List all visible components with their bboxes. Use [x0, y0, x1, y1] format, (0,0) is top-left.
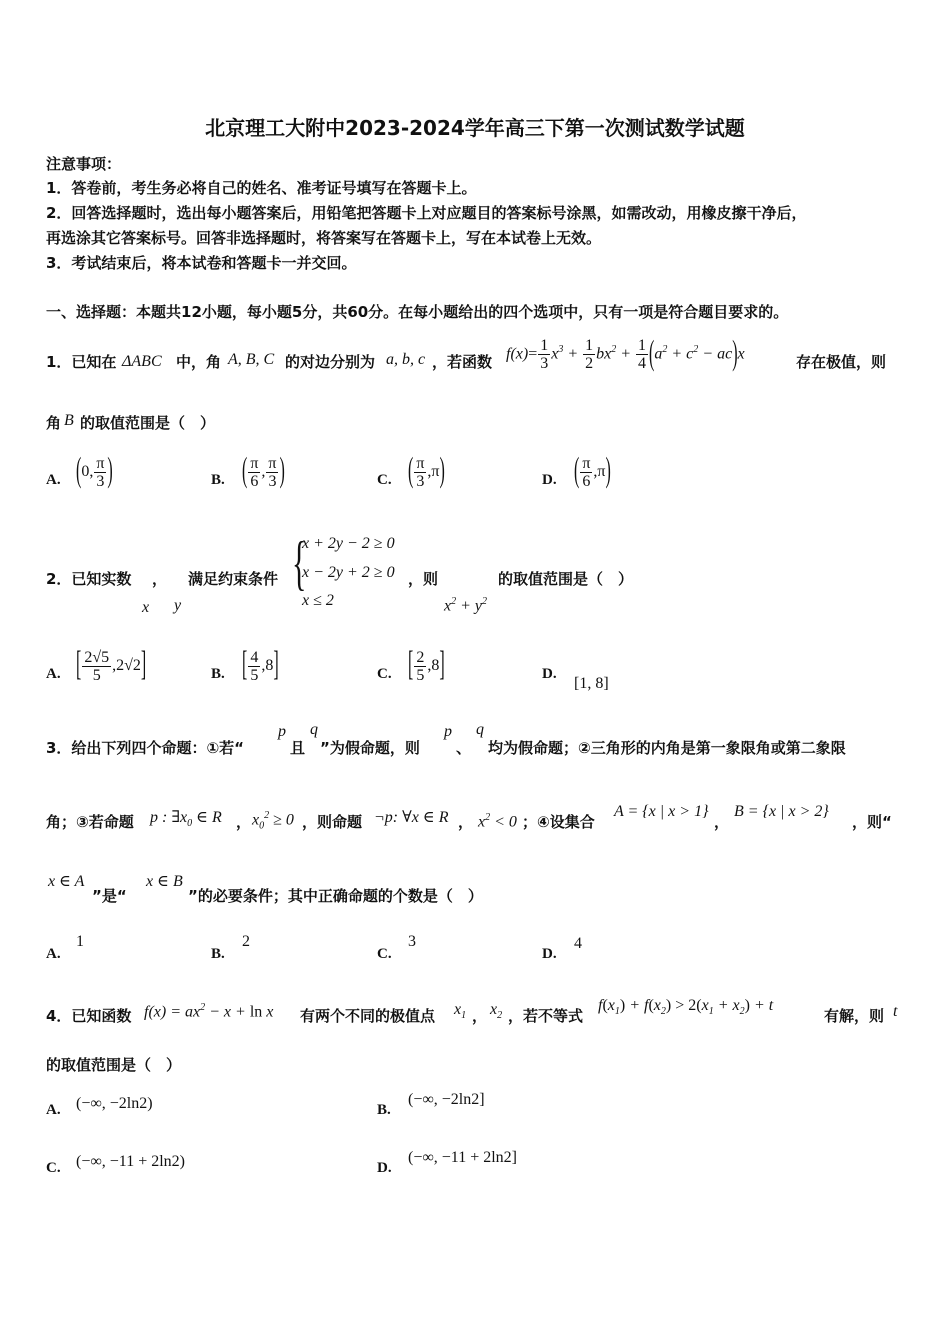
q1-option-a-label: A. — [46, 472, 61, 488]
q3-text-9: ， — [458, 813, 474, 831]
q1-angles: A, B, C — [228, 351, 275, 368]
q3-text-8: ，则命题 — [302, 813, 363, 831]
q3-text-5: 均为假命题；②三角形的内角是第一象限角或第二象限 — [488, 739, 846, 757]
q2-text-4: ，则 — [408, 570, 439, 588]
q4-option-a: (−∞, −2ln2) — [76, 1095, 153, 1112]
q4-option-b-label: B. — [377, 1102, 391, 1118]
q3-text-13: ”是“ — [92, 887, 127, 905]
q2-option-c: [ $\frac{2}{5}$ ,8] — [408, 646, 445, 684]
q3-option-d-label: D. — [542, 946, 557, 962]
q2-option-b: [ $\frac{4}{5}$ ,8] — [242, 646, 279, 684]
q3-ineq-2: $x^2 < 0$ — [478, 812, 517, 831]
q2-option-c-label: C. — [377, 666, 392, 682]
q2-constraint-2: x − 2y + 2 ≥ 0 — [302, 564, 395, 581]
q2-option-b-label: B. — [211, 666, 225, 682]
q3-var-q: q — [310, 721, 318, 738]
q4-option-c: (−∞, −11 + 2ln2) — [76, 1153, 185, 1170]
q1-text-2: 中，角 — [176, 353, 222, 371]
q4-text-5: 有解，则 — [824, 1007, 885, 1025]
q1-option-d: ( $\frac{\pi}{6}$ ,π) — [574, 452, 611, 490]
q2-constraint-1: x + 2y − 2 ≥ 0 — [302, 535, 395, 552]
q1-option-c: ( $\frac{\pi}{3}$ ,π) — [408, 452, 445, 490]
page-title: 北京理工大附中2023-2024学年高三下第一次测试数学试题 — [205, 116, 745, 140]
q2-option-a-label: A. — [46, 666, 61, 682]
q3-text-11: ， — [714, 813, 730, 831]
q3-text-4: 、 — [456, 739, 472, 757]
q4-option-d: (−∞, −11 + 2ln2] — [408, 1149, 517, 1166]
q3-text-10: ；④设集合 — [522, 813, 595, 831]
q4-option-b: (−∞, −2ln2] — [408, 1091, 485, 1108]
q1-function: f(x)= $\frac{1}{3}$ $x^3$ + $\frac{1}{2}$ $bx^2$ + $\frac{1}{4}$ $(a^2 + c^2 - ac)x$ — [506, 334, 745, 373]
q4-text-1: 4．已知函数 — [46, 1007, 132, 1025]
q2-var-y: y — [174, 597, 182, 614]
q4-inequality: $f(x_1) + f(x_2) > 2(x_1 + x_2) + t$ — [598, 997, 774, 1018]
notice-line-4: 3．考试结束后，将本试卷和答题卡一并交回。 — [46, 254, 357, 272]
q4-x1: $x_1$ — [454, 1001, 467, 1022]
q3-var-q2: q — [476, 721, 484, 738]
q1-triangle: ΔABC — [122, 353, 162, 370]
q4-option-d-label: D. — [377, 1160, 392, 1176]
q3-proposition-p: p : $\exists x_0$ ∈ R — [150, 809, 222, 830]
q3-x-in-a: x ∈ A — [48, 873, 85, 890]
q1-option-a: (0, $\frac{\pi}{3}$ ) — [76, 452, 113, 490]
q3-set-a: A = {x | x > 1} — [614, 803, 709, 820]
q3-set-b: B = {x | x > 2} — [734, 803, 829, 820]
q3-option-c-label: C. — [377, 946, 392, 962]
q4-option-c-label: C. — [46, 1160, 61, 1176]
q1-text-7: 的取值范围是（ ） — [80, 414, 216, 432]
q2-text-3: 满足约束条件 — [188, 570, 279, 588]
q3-option-b-label: B. — [211, 946, 225, 962]
q1-text-6: 角 — [46, 414, 62, 432]
q1-option-b: ( $\frac{\pi}{6}$ , $\frac{\pi}{3}$ ) — [242, 452, 285, 490]
q4-text-2: 有两个不同的极值点 — [300, 1007, 436, 1025]
q2-option-d: [1, 8] — [574, 675, 609, 692]
q4-text-4: ，若不等式 — [508, 1007, 584, 1025]
q3-option-b: 2 — [242, 933, 250, 950]
q2-var-x: x — [142, 599, 150, 616]
notice-line-1: 1．答卷前，考生务必将自己的姓名、准考证号填写在答题卡上。 — [46, 179, 477, 197]
q2-text-2: ， — [152, 570, 168, 588]
q3-option-a: 1 — [76, 933, 84, 950]
q3-option-a-label: A. — [46, 946, 61, 962]
q3-option-c: 3 — [408, 933, 416, 950]
q3-text-2: 且 — [290, 739, 306, 757]
q3-text-1: 3．给出下列四个命题：①若“ — [46, 739, 244, 757]
q3-neg-p: ¬p: ∀x ∈ R — [374, 809, 449, 826]
q4-option-a-label: A. — [46, 1102, 61, 1118]
q4-x2: $x_2$ — [490, 1001, 503, 1022]
q2-expression: $x^2 + y^2$ — [444, 596, 488, 615]
q3-text-6: 角；③若命题 — [46, 813, 134, 831]
q1-sides: a, b, c — [386, 351, 426, 368]
notice-heading: 注意事项： — [46, 155, 122, 173]
q1-text-5: 存在极值，则 — [796, 353, 887, 371]
q3-x-in-b: x ∈ B — [146, 873, 183, 890]
q3-ineq-1: $x_0^2 \ge 0$ — [252, 810, 294, 832]
q1-option-c-label: C. — [377, 472, 392, 488]
q3-text-3: ”为假命题，则 — [320, 739, 420, 757]
q3-var-p: p — [278, 723, 286, 740]
section-heading: 一、选择题：本题共12小题，每小题5分，共60分。在每小题给出的四个选项中，只有一项是符合题目要求的。 — [46, 303, 789, 321]
q2-text-1: 2．已知实数 — [46, 570, 132, 588]
q1-text-3: 的对边分别为 — [285, 353, 376, 371]
notice-line-3: 再选涂其它答案标号。回答非选择题时，将答案写在答题卡上，写在本试卷上无效。 — [46, 229, 602, 247]
q2-option-d-label: D. — [542, 666, 557, 682]
q1-option-b-label: B. — [211, 472, 225, 488]
q3-text-12: ，则“ — [852, 813, 892, 831]
q1-angle-b: B — [64, 412, 74, 429]
q4-text-6: 的取值范围是（ ） — [46, 1056, 182, 1074]
q2-brace: { — [292, 530, 307, 596]
q4-var-t: t — [893, 1003, 898, 1020]
q1-option-d-label: D. — [542, 472, 557, 488]
q1-text-1: 1．已知在 — [46, 353, 117, 371]
notice-line-2: 2．回答选择题时，选出每小题答案后，用铅笔把答题卡上对应题目的答案标号涂黑，如需改动，用橡皮擦干净后， — [46, 204, 807, 222]
q3-text-14: ”的必要条件；其中正确命题的个数是（ ） — [188, 887, 483, 905]
q3-option-d: 4 — [574, 935, 582, 952]
q1-text-4: ，若函数 — [432, 353, 493, 371]
q2-option-a: [ $\frac{2√5}{5}$ ,2√2] — [76, 646, 147, 684]
q2-text-5: 的取值范围是（ ） — [498, 570, 634, 588]
q3-var-p2: p — [444, 723, 452, 740]
q3-text-7: ， — [236, 813, 252, 831]
q4-text-3: ， — [472, 1007, 488, 1025]
q2-constraint-3: x ≤ 2 — [302, 592, 334, 609]
q4-function: $f(x) = ax^2 - x + \ln x$ — [144, 1002, 274, 1021]
